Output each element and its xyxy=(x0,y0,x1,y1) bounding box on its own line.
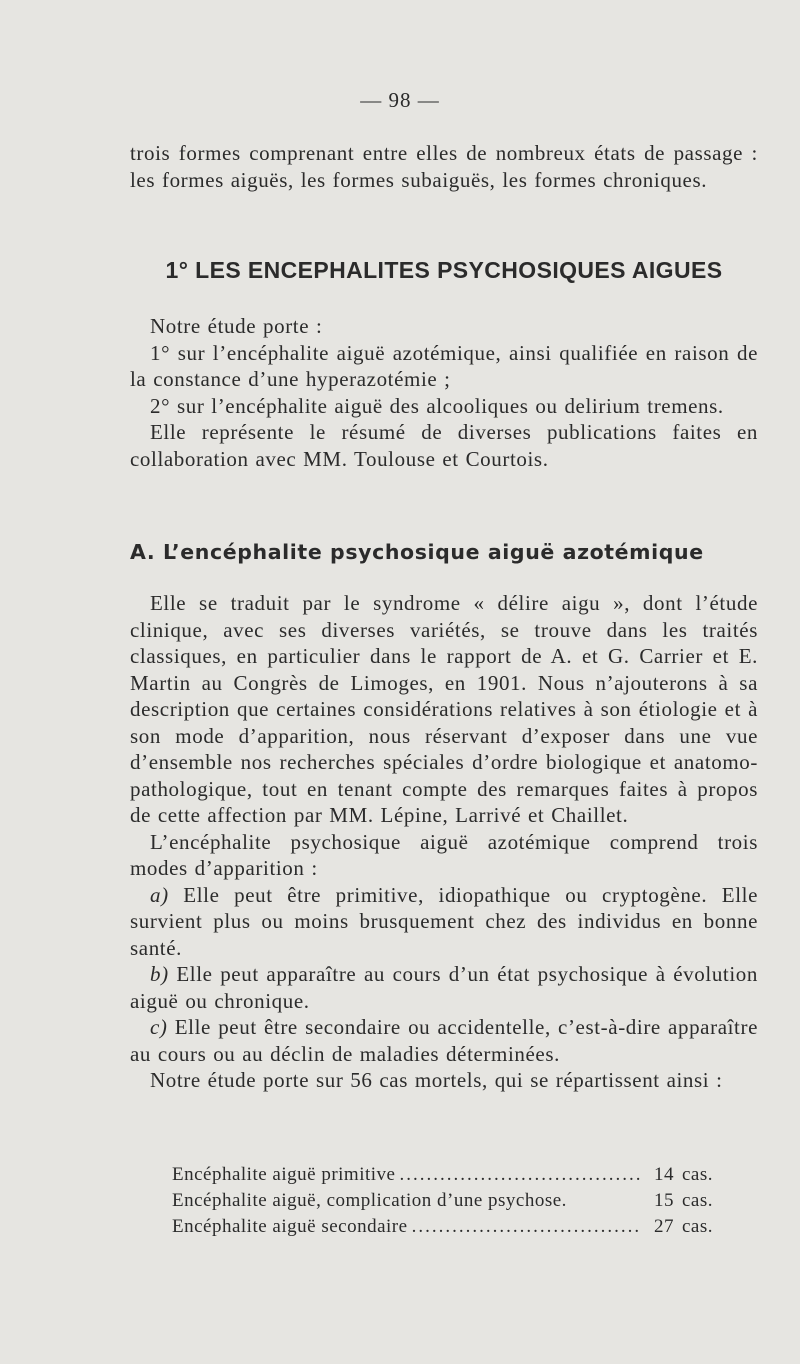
leader-dots xyxy=(399,1162,640,1188)
page-number: — 98 — xyxy=(360,88,440,112)
summary-paragraph: Notre étude porte sur 56 cas mortels, qui se répartissent ainsi : xyxy=(150,1068,723,1092)
case-row xyxy=(172,1214,722,1240)
case-label: Encéphalite aiguë primitive xyxy=(172,1164,396,1185)
mode-b-letter: b) xyxy=(150,962,169,986)
collaboration-note: Elle représente le résumé de diverses publications faites en collaboration avec MM. Toulouse et Courtois. xyxy=(130,420,758,471)
mode-a xyxy=(130,882,758,962)
section-1-body xyxy=(130,313,758,472)
mode-c-text: Elle peut être secondaire ou accidentelle, c’est-à-dire apparaître au cours ou au déclin de maladies déterminées. xyxy=(130,1015,758,1066)
leader-dots xyxy=(412,1214,640,1240)
mode-a-text: Elle peut être primitive, idiopathique ou cryptogène. Elle survient plus ou moins brusquement chez des individus en bonne santé. xyxy=(130,882,758,960)
study-item-2: 2° sur l’encéphalite aiguë des alcooliques ou delirium tremens. xyxy=(150,393,724,418)
mode-a-letter: a) xyxy=(150,882,169,907)
case-count: 15 cas. xyxy=(654,1190,714,1211)
mode-b xyxy=(130,961,758,1014)
intro-text: trois formes comprenant entre elles de nombreux états de passage : les formes aiguës, les formes subaiguës, les formes chroniques. xyxy=(130,141,758,192)
case-count: 14 cas. xyxy=(654,1164,714,1185)
section-a-heading: A. L’encéphalite psychosique aiguë azotémique xyxy=(130,540,704,564)
case-row xyxy=(172,1188,722,1214)
case-label: Encéphalite aiguë secondaire xyxy=(172,1216,408,1237)
cases-table xyxy=(172,1162,722,1240)
study-item-1: 1° sur l’encéphalite aiguë azotémique, ainsi qualifiée en raison de la constance d’une hyperazotémie ; xyxy=(130,340,758,391)
study-scope-intro: Notre étude porte : xyxy=(150,314,323,338)
syndrome-paragraph: Elle se traduit par le syndrome « délire aigu », dont l’étude clinique, avec ses diverses variétés, se trouve dans les traités classiques, en particulier dans le rapport de A. et G. Carrier et E. Martin au Congrès de Limoges, en 1901. Nous n’ajouterons à sa description que certaines considérations relatives à son étiologie et à son mode d’apparition, nous réservant d’exposer dans une vue d’ensemble nos recherches spéciales d’ordre biologique et anatomo-pathologique, tout en tenant compte des remarques faites à propos de cette affection par MM. Lépine, Larrivé et Chaillet. xyxy=(130,591,758,827)
mode-b-text: Elle peut apparaître au cours d’un état psychosique à évolution aiguë ou chronique. xyxy=(130,962,758,1013)
case-count: 27 cas. xyxy=(654,1216,714,1237)
mode-c xyxy=(130,1014,758,1067)
modes-intro: L’encéphalite psychosique aiguë azotémique comprend trois modes d’apparition : xyxy=(130,829,758,880)
case-row xyxy=(172,1162,722,1188)
mode-c-letter: c) xyxy=(150,1015,168,1039)
case-label: Encéphalite aiguë, complication d’une psychose. xyxy=(172,1190,567,1211)
section-a-body xyxy=(130,590,758,1094)
section-1-heading: 1° LES ENCEPHALITES PSYCHOSIQUES AIGUES xyxy=(165,257,723,283)
intro-paragraph xyxy=(130,140,758,193)
